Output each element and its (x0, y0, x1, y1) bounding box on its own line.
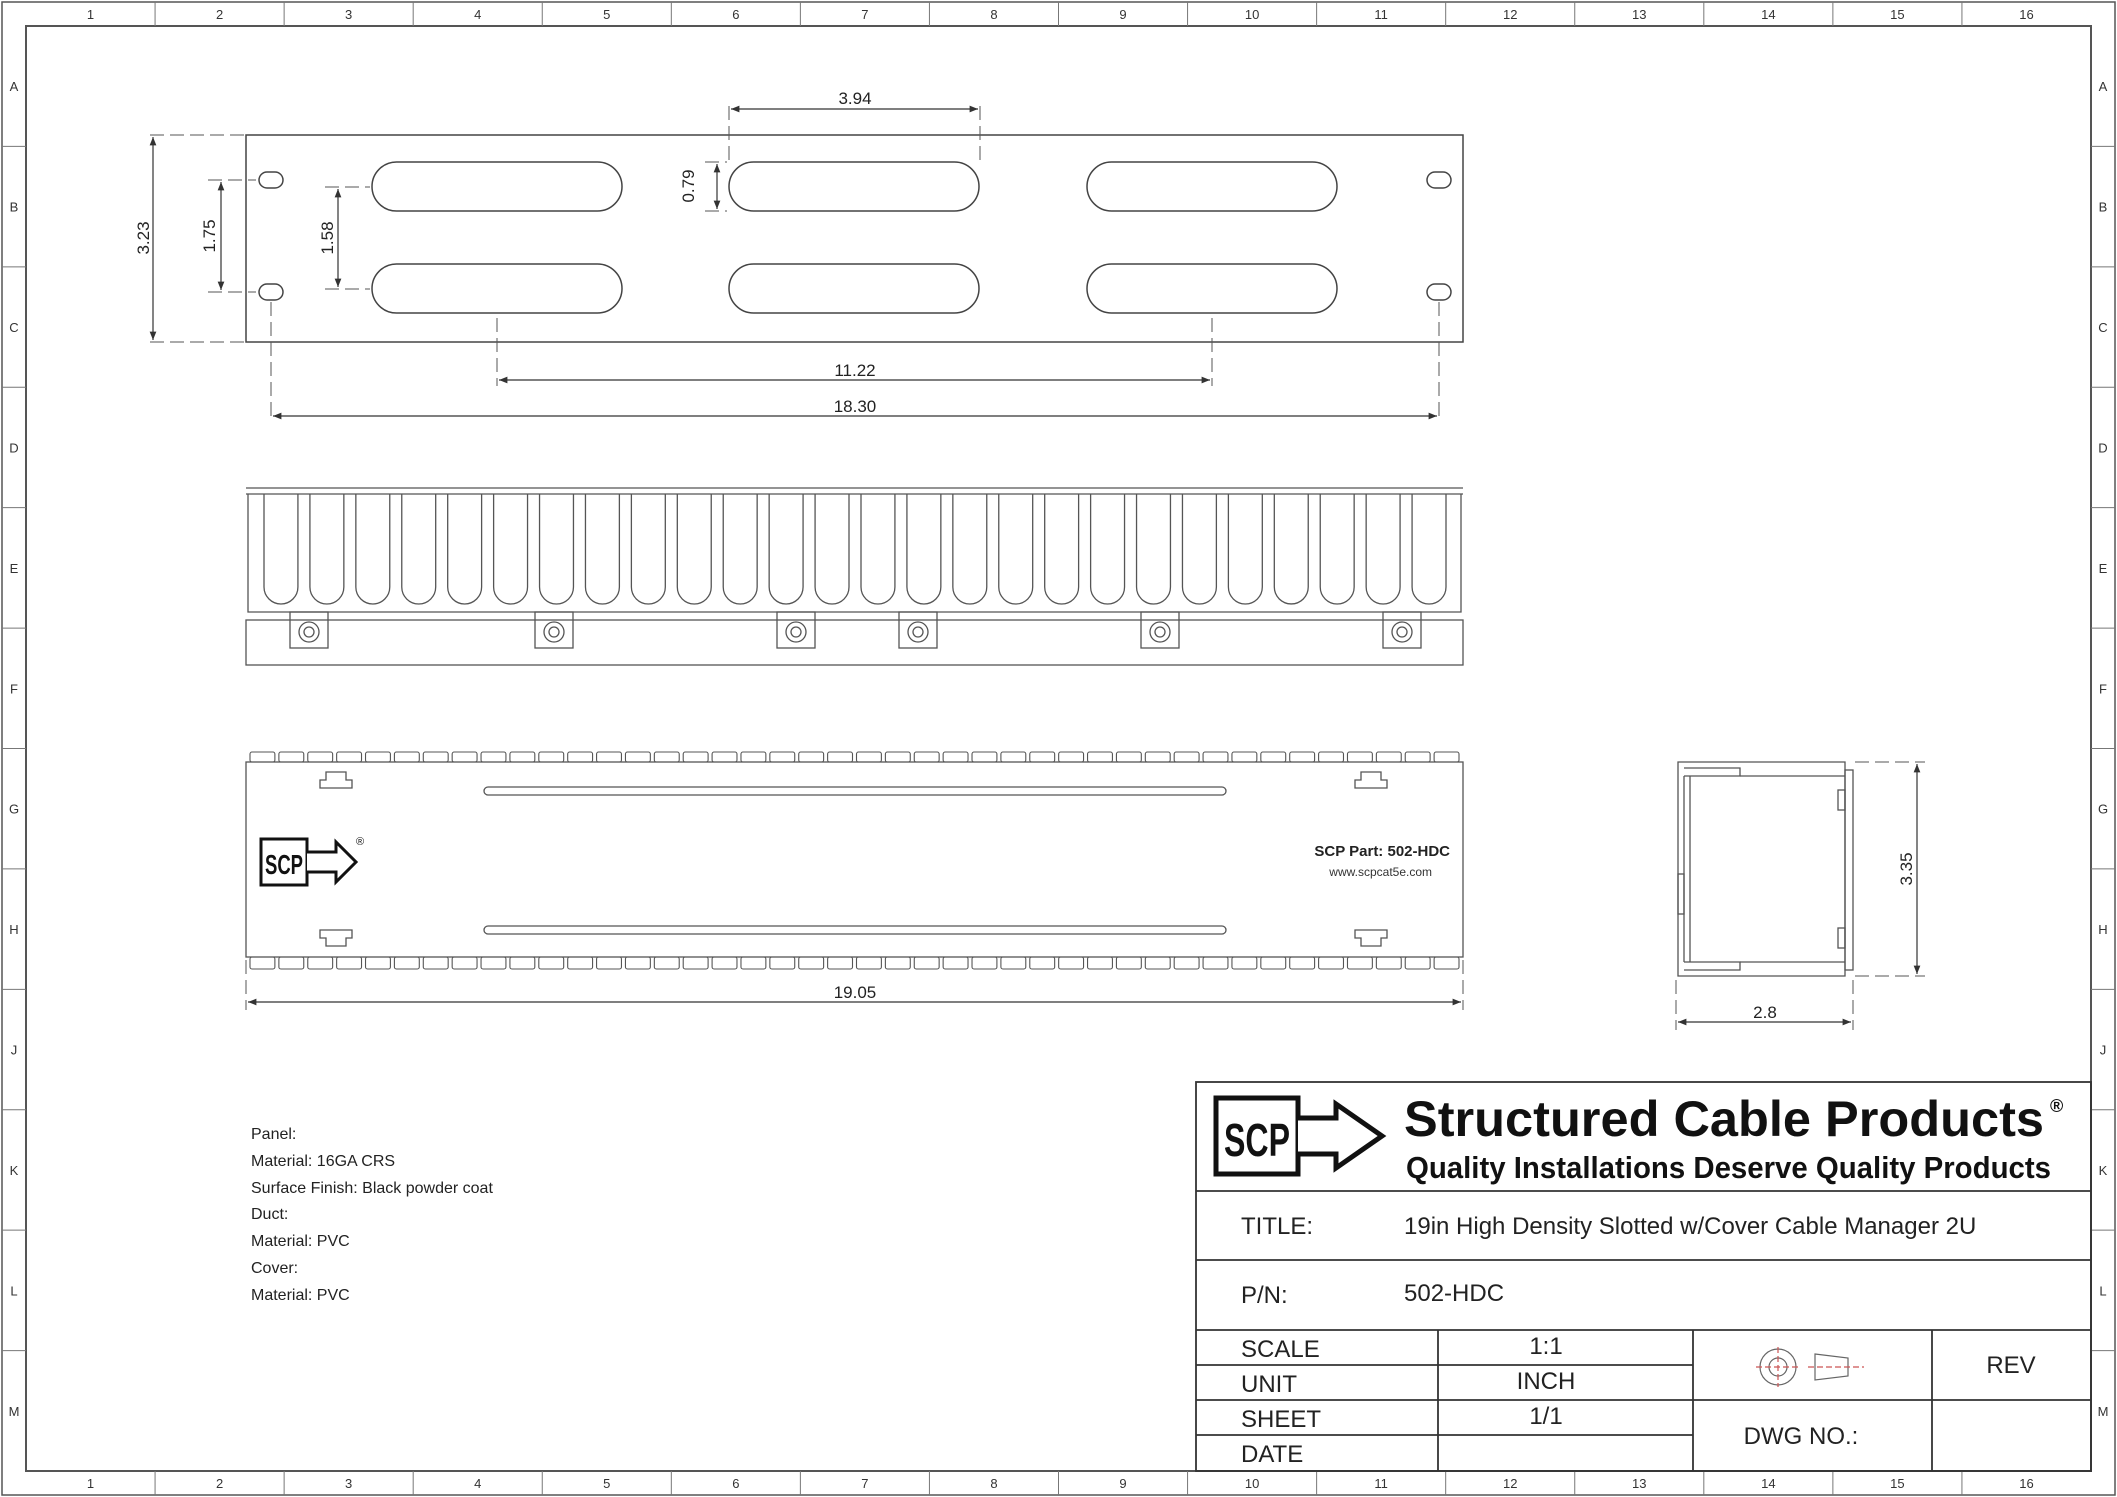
dim-side-height: 3.35 (1897, 852, 1916, 886)
grid-column-label: 14 (1761, 1476, 1776, 1491)
note-line: Panel: (251, 1126, 297, 1143)
cover-tooth-top (1319, 752, 1344, 762)
grid-column-label: 2 (215, 1476, 224, 1491)
cover-tooth-bottom (337, 957, 362, 969)
duct-finger-slot (769, 494, 803, 604)
grid-column-label: 9 (1119, 1476, 1127, 1491)
title-block-logo-text: SCP (1224, 1114, 1290, 1166)
cover-tooth-bottom (394, 957, 419, 969)
grid-row-label: H (2098, 922, 2108, 938)
front-panel-outline (246, 135, 1463, 342)
cover-tooth-bottom (972, 957, 997, 969)
grid-row-label: A (2098, 79, 2108, 95)
grid-column-label: 6 (732, 7, 740, 22)
cover-tooth-top (1232, 752, 1257, 762)
screw-hole (1155, 627, 1165, 637)
grid-column-label: 10 (1244, 1476, 1260, 1491)
slot-bottom-3 (1087, 264, 1337, 313)
duct-finger-slot (861, 494, 895, 604)
grid-row-label: E (2098, 560, 2108, 576)
grid-row-label: C (2098, 320, 2108, 336)
grid-column-label: 13 (1632, 1476, 1647, 1491)
grid-column-label: 14 (1761, 7, 1776, 22)
cover-website: www.scpcat5e.com (1329, 865, 1432, 879)
cover-tooth-top (1174, 752, 1199, 762)
cover-tooth-bottom (1319, 957, 1344, 969)
duct-finger-slot (356, 494, 390, 604)
grid-row-label: J (2099, 1042, 2107, 1058)
cover-tooth-bottom (712, 957, 737, 969)
cover-tooth-bottom (625, 957, 650, 969)
grid-row-label: J (10, 1042, 18, 1058)
cover-tooth-bottom (539, 957, 564, 969)
duct-fingers (264, 494, 1446, 604)
duct-finger-slot (1137, 494, 1171, 604)
grid-column-label: 11 (1374, 1476, 1388, 1491)
rev-label: REV (1986, 1352, 2036, 1379)
pn-value: 502-HDC (1404, 1280, 1505, 1307)
grid-column-label: 12 (1502, 7, 1518, 22)
note-line: Material: 16GA CRS (251, 1153, 396, 1170)
duct-finger-slot (1412, 494, 1446, 604)
cover-tooth-top (597, 752, 622, 762)
note-line: Material: PVC (251, 1233, 350, 1250)
grid-column-label: 9 (1119, 7, 1127, 22)
scale-label: SCALE (1241, 1336, 1320, 1363)
cover-tooth-top (857, 752, 882, 762)
cover-tooth-bottom (770, 957, 795, 969)
screw-hole (1397, 627, 1407, 637)
cover-tooth-top (1116, 752, 1141, 762)
cover-tooth-bottom (943, 957, 968, 969)
grid-column-label: 8 (990, 1476, 998, 1491)
cover-tooth-top (539, 752, 564, 762)
cover-tooth-top (885, 752, 910, 762)
cover-tooth-top (1261, 752, 1286, 762)
cover-tooth-bottom (568, 957, 593, 969)
grid-column-label: 11 (1374, 7, 1388, 22)
cover-tooth-top (972, 752, 997, 762)
dim-slot-height: 0.79 (679, 169, 698, 203)
cover-slot-bottom (484, 926, 1226, 934)
cover-tooth-top (654, 752, 679, 762)
cover-tooth-top (1145, 752, 1170, 762)
cover-tooth-top (828, 752, 853, 762)
duct-finger-slot (494, 494, 528, 604)
cover-tooth-bottom (452, 957, 477, 969)
screw-icon (1392, 622, 1412, 642)
cover-tooth-bottom (1116, 957, 1141, 969)
duct-finger-slot (815, 494, 849, 604)
duct-finger-slot (1366, 494, 1400, 604)
duct-finger-slot (448, 494, 482, 604)
cover-tooth-bottom (1059, 957, 1084, 969)
cover-tooth-bottom (828, 957, 853, 969)
grid-row-label: F (2099, 681, 2107, 697)
grid-row-label: E (9, 560, 19, 576)
cover-tooth-bottom (799, 957, 824, 969)
duct-finger-slot (310, 494, 344, 604)
screw-icon (908, 622, 928, 642)
note-line: Material: PVC (251, 1287, 350, 1304)
projection-symbol-icon (1756, 1347, 1864, 1387)
cover-tooth-top (423, 752, 448, 762)
sheet-value: 1/1 (1529, 1403, 1563, 1430)
cover-tooth-bottom (250, 957, 275, 969)
cover-tooth-bottom (366, 957, 391, 969)
slot-top-2 (729, 162, 979, 211)
grid-column-label: 8 (990, 7, 998, 22)
dim-mount-hole-spacing: 1.75 (200, 219, 219, 253)
cover-tooth-bottom (1203, 957, 1228, 969)
cover-tooth-top (1405, 752, 1430, 762)
cover-tooth-bottom (1405, 957, 1430, 969)
cover-tooth-bottom (654, 957, 679, 969)
cover-tooth-bottom (1088, 957, 1113, 969)
front-panel-view (134, 89, 1463, 422)
dim-outer-slot-centers: 11.22 (834, 361, 876, 380)
cover-tooth-bottom (1376, 957, 1401, 969)
cover-tooth-bottom (279, 957, 304, 969)
grid-column-label: 15 (1890, 1476, 1905, 1491)
title-label: TITLE: (1241, 1213, 1314, 1240)
dim-overall-width: 19.05 (833, 983, 877, 1002)
unit-label: UNIT (1241, 1371, 1297, 1398)
screw-hole (913, 627, 923, 637)
duct-finger-slot (723, 494, 757, 604)
slot-top-3 (1087, 162, 1337, 211)
duct-view (246, 488, 1463, 665)
duct-finger-slot (1274, 494, 1308, 604)
grid-column-label: 5 (603, 7, 611, 22)
slot-bottom-2 (729, 264, 979, 313)
grid-row-label: H (9, 922, 19, 938)
grid-column-label: 1 (86, 1476, 95, 1491)
cover-logo-text: SCP (265, 849, 303, 880)
mount-hole (1427, 284, 1451, 300)
grid-row-label: A (9, 79, 19, 95)
scale-value: 1:1 (1529, 1333, 1563, 1360)
cover-tooth-top (741, 752, 766, 762)
grid-row-label: M (2097, 1403, 2109, 1419)
grid-row-label: B (2098, 199, 2108, 215)
duct-finger-slot (1091, 494, 1125, 604)
duct-finger-slot (953, 494, 987, 604)
grid-column-label: 5 (603, 1476, 611, 1491)
grid-column-label: 10 (1244, 7, 1260, 22)
company-registered: ® (2050, 1096, 2064, 1116)
dim-slot-width: 3.94 (838, 89, 872, 108)
slot-top-1 (372, 162, 622, 211)
cover-tooth-top (799, 752, 824, 762)
cover-tooth-top (943, 752, 968, 762)
cover-tooth-bottom (683, 957, 708, 969)
screw-icon (786, 622, 806, 642)
duct-finger-slot (540, 494, 574, 604)
cover-tooth-top (1088, 752, 1113, 762)
cover-tooth-bottom (510, 957, 535, 969)
duct-finger-slot (1320, 494, 1354, 604)
mount-hole (259, 172, 283, 188)
company-tagline: Quality Installations Deserve Quality Products (1406, 1150, 2051, 1185)
grid-column-label: 1 (86, 7, 95, 22)
grid-column-label: 12 (1502, 1476, 1518, 1491)
note-line: Duct: (251, 1206, 289, 1223)
cover-tooth-top (683, 752, 708, 762)
grid-column-label: 16 (2019, 1476, 2034, 1491)
grid-column-label: 3 (345, 7, 353, 22)
material-notes (251, 1126, 493, 1304)
company-name: Structured Cable Products (1404, 1091, 2044, 1147)
dim-overall-height: 3.23 (134, 221, 153, 255)
cover-tooth-bottom (1347, 957, 1372, 969)
cover-part-label: SCP Part: 502-HDC (1314, 843, 1450, 860)
cover-tooth-top (481, 752, 506, 762)
note-line: Surface Finish: Black powder coat (251, 1180, 493, 1197)
cover-edge-teeth (250, 752, 1459, 969)
duct-finger-slot (264, 494, 298, 604)
note-line: Cover: (251, 1260, 299, 1277)
cover-tooth-bottom (423, 957, 448, 969)
grid-column-label: 16 (2019, 7, 2034, 22)
grid-row-label: L (10, 1283, 18, 1299)
cover-tooth-bottom (1232, 957, 1257, 969)
title-block (1196, 1082, 2091, 1471)
title-block-logo (1216, 1098, 1382, 1174)
cover-slot-top (484, 787, 1226, 795)
cover-tooth-top (510, 752, 535, 762)
grid-column-label: 6 (732, 1476, 740, 1491)
cover-outline (246, 762, 1463, 957)
cover-tooth-top (1347, 752, 1372, 762)
screw-icon (544, 622, 564, 642)
grid-row-label: M (8, 1403, 20, 1419)
cover-tooth-bottom (1434, 957, 1459, 969)
duct-finger-slot (1182, 494, 1216, 604)
cover-tooth-top (1290, 752, 1315, 762)
grid-row-label: G (2097, 801, 2109, 817)
cover-tooth-top (770, 752, 795, 762)
dwg-no-label: DWG NO.: (1743, 1423, 1859, 1450)
grid-column-label: 4 (474, 1476, 482, 1491)
grid-column-label: 13 (1632, 7, 1647, 22)
date-label: DATE (1241, 1441, 1304, 1468)
cover-tooth-top (1001, 752, 1026, 762)
duct-finger-slot (907, 494, 941, 604)
mount-hole (1427, 172, 1451, 188)
cover-tooth-top (1203, 752, 1228, 762)
grid-column-label: 4 (474, 7, 482, 22)
cover-tooth-bottom (885, 957, 910, 969)
screw-icon (299, 622, 319, 642)
cover-tooth-top (1376, 752, 1401, 762)
pn-label: P/N: (1241, 1282, 1288, 1309)
cover-tooth-top (279, 752, 304, 762)
grid-row-label: B (9, 199, 19, 215)
cover-tooth-top (1434, 752, 1459, 762)
grid-row-label: G (8, 801, 20, 817)
duct-finger-slot (1045, 494, 1079, 604)
screw-hole (791, 627, 801, 637)
mounting-bosses (290, 612, 1421, 648)
duct-finger-slot (631, 494, 665, 604)
cover-tooth-bottom (308, 957, 333, 969)
cover-tooth-top (394, 752, 419, 762)
unit-value: INCH (1516, 1368, 1576, 1395)
cover-logo (261, 836, 364, 885)
duct-finger-slot (999, 494, 1033, 604)
slot-bottom-1 (372, 264, 622, 313)
screw-hole (304, 627, 314, 637)
grid-column-label: 3 (345, 1476, 353, 1491)
duct-base-strip (246, 620, 1463, 665)
cover-tooth-top (914, 752, 939, 762)
screw-hole (549, 627, 559, 637)
grid-row-label: D (2098, 440, 2108, 456)
grid-column-label: 2 (215, 7, 224, 22)
cover-tooth-bottom (481, 957, 506, 969)
grid-column-label: 7 (861, 7, 869, 22)
cover-tooth-top (712, 752, 737, 762)
cover-tooth-bottom (1174, 957, 1199, 969)
cover-tooth-bottom (1001, 957, 1026, 969)
cover-tooth-top (250, 752, 275, 762)
cover-tooth-bottom (857, 957, 882, 969)
cover-tooth-top (452, 752, 477, 762)
sheet-label: SHEET (1241, 1406, 1322, 1433)
cover-tooth-top (1059, 752, 1084, 762)
grid-row-label: C (9, 320, 19, 336)
duct-finger-slot (1228, 494, 1262, 604)
dim-mount-hole-centers: 18.30 (833, 397, 877, 416)
cover-tooth-bottom (741, 957, 766, 969)
cover-tooth-bottom (1290, 957, 1315, 969)
grid-row-label: L (2099, 1283, 2107, 1299)
grid-row-label: F (10, 681, 18, 697)
cover-tooth-bottom (914, 957, 939, 969)
dim-slot-row-spacing: 1.58 (318, 221, 337, 255)
cover-tooth-bottom (1030, 957, 1055, 969)
side-view (1676, 762, 1925, 1030)
cover-tooth-bottom (597, 957, 622, 969)
title-value: 19in High Density Slotted w/Cover Cable Manager 2U (1404, 1213, 1977, 1240)
grid-column-label: 7 (861, 1476, 869, 1491)
cover-tooth-top (337, 752, 362, 762)
cover-tooth-top (308, 752, 333, 762)
grid-row-label: K (2098, 1162, 2108, 1178)
grid-row-label: D (9, 440, 19, 456)
cover-tooth-top (366, 752, 391, 762)
cover-tooth-bottom (1261, 957, 1286, 969)
duct-finger-slot (585, 494, 619, 604)
cover-tooth-top (625, 752, 650, 762)
mount-hole (259, 284, 283, 300)
cover-tooth-top (1030, 752, 1055, 762)
duct-finger-slot (677, 494, 711, 604)
cover-tooth-top (568, 752, 593, 762)
cover-view (246, 752, 1463, 1010)
grid-column-label: 15 (1890, 7, 1905, 22)
duct-finger-slot (402, 494, 436, 604)
cover-tooth-bottom (1145, 957, 1170, 969)
cover-logo-registered: ® (356, 836, 365, 848)
grid-row-label: K (9, 1162, 19, 1178)
dim-side-depth: 2.8 (1753, 1003, 1777, 1022)
screw-icon (1150, 622, 1170, 642)
